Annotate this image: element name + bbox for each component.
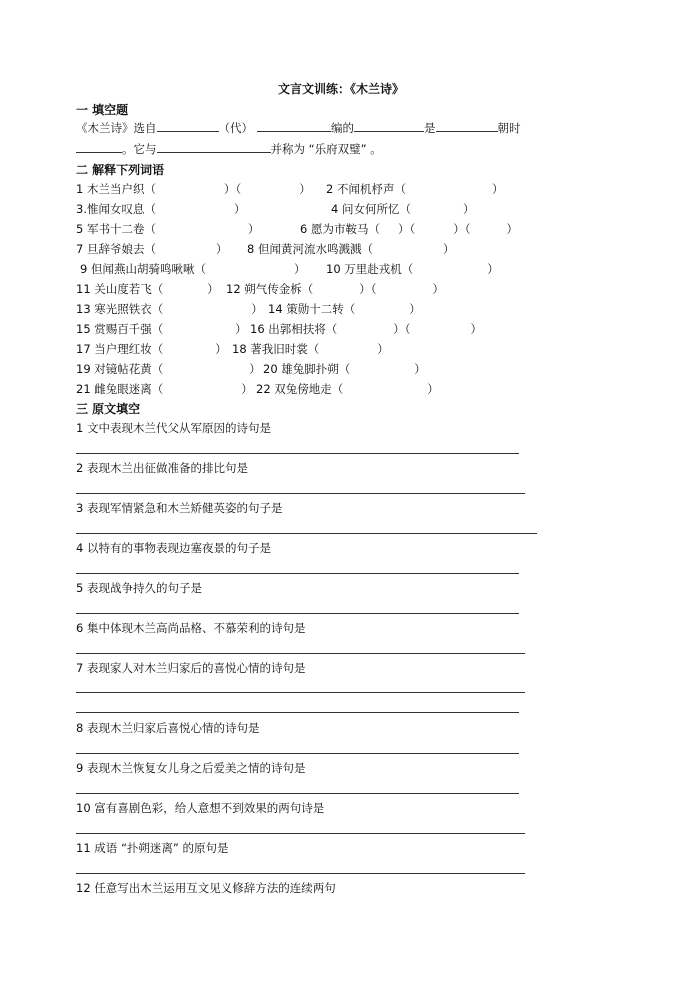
vocab-text: ） xyxy=(251,302,263,316)
vocab-text: ）（ xyxy=(453,222,471,236)
vocab-text: ） xyxy=(414,362,426,376)
vocab-text: ） xyxy=(241,382,253,396)
page-title: 文言文训练：《木兰诗》 xyxy=(278,82,405,96)
vocab-text: 2 不闻机杼声（ xyxy=(326,182,406,196)
fill-text: 是 xyxy=(424,121,436,135)
vocab-item xyxy=(250,321,482,337)
vocab-text: ）（ xyxy=(393,322,411,336)
vocab-text: ） xyxy=(377,342,389,356)
vocab-text: 22 双兔傍地走（ xyxy=(256,382,344,396)
question-item: 5 表现战争持久的句子是 xyxy=(76,581,202,595)
fill-text: 《木兰诗》选自 xyxy=(76,121,157,135)
fill-text: 。它与 xyxy=(122,142,157,156)
vocab-item xyxy=(76,201,245,217)
question-item: 1 文中表现木兰代父从军原因的诗句是 xyxy=(76,421,271,435)
question-item: 8 表现木兰归家后喜悦心情的诗句是 xyxy=(76,721,260,735)
answer-line[interactable] xyxy=(76,573,519,574)
vocab-text: 6 愿为市鞍马（ xyxy=(300,222,380,236)
fill-line-2 xyxy=(76,141,382,157)
vocab-text: 3.惟闻女叹息（ xyxy=(76,202,156,216)
fill-text: （代） xyxy=(218,121,253,135)
question-item: 4 以特有的事物表现边塞夜景的句子是 xyxy=(76,541,271,555)
vocab-text: 10 万里赴戎机（ xyxy=(326,262,414,276)
vocab-text: ） xyxy=(409,302,421,316)
vocab-text: 21 雌兔眼迷离（ xyxy=(76,382,164,396)
vocab-text: ） xyxy=(249,362,261,376)
vocab-text: ） xyxy=(442,242,455,256)
vocab-item xyxy=(300,221,518,237)
vocab-text: ） xyxy=(215,242,228,256)
vocab-text: ） xyxy=(432,282,445,296)
vocab-item xyxy=(268,301,421,317)
fill-text: 编的 xyxy=(331,121,354,135)
answer-line[interactable] xyxy=(76,753,519,754)
vocab-item xyxy=(326,181,503,197)
vocab-text: 8 但闻黄河流水鸣溅溅（ xyxy=(247,242,373,256)
vocab-text: ） xyxy=(299,182,311,196)
vocab-text: 1 木兰当户织（ xyxy=(76,182,156,196)
vocab-item xyxy=(263,361,426,377)
vocab-item xyxy=(80,261,305,277)
vocab-text: 13 寒光照铁衣（ xyxy=(76,302,164,316)
section3-heading: 三 原文填空 xyxy=(76,402,141,416)
answer-line[interactable] xyxy=(76,873,525,874)
vocab-item xyxy=(76,281,219,297)
vocab-text: ） xyxy=(215,342,227,356)
answer-blank[interactable] xyxy=(436,120,498,132)
vocab-item xyxy=(76,241,227,257)
vocab-item xyxy=(76,301,263,317)
vocab-text: ） xyxy=(427,382,439,396)
fill-line-1 xyxy=(76,120,521,136)
vocab-item xyxy=(76,381,253,397)
vocab-item xyxy=(326,261,499,277)
vocab-text: 11 关山度若飞（ xyxy=(76,282,164,296)
vocab-text: 9 但闻燕山胡骑鸣啾啾（ xyxy=(80,262,206,276)
vocab-item xyxy=(226,281,444,297)
answer-line[interactable] xyxy=(76,833,525,834)
vocab-text: 18 著我旧时裳（ xyxy=(232,342,320,356)
vocab-text: 19 对镜帖花黄（ xyxy=(76,362,164,376)
answer-line[interactable] xyxy=(76,453,519,454)
question-item: 10 富有喜剧色彩，给人意想不到效果的两句诗是 xyxy=(76,801,325,815)
question-item: 11 成语 “扑朔迷离” 的原句是 xyxy=(76,841,229,855)
vocab-text: 17 当户理红妆（ xyxy=(76,342,164,356)
answer-line[interactable] xyxy=(76,493,525,494)
question-item: 12 任意写出木兰运用互文见义修辞方法的连续两句 xyxy=(76,881,336,895)
answer-line[interactable] xyxy=(76,692,525,693)
vocab-text: 4 问女何所忆（ xyxy=(331,202,411,216)
fill-text: 并称为 “乐府双璧” 。 xyxy=(270,142,382,156)
vocab-text: 20 雄兔脚扑朔（ xyxy=(263,362,351,376)
vocab-text: 16 出郭相扶将（ xyxy=(250,322,338,336)
vocab-text: 14 策勋十二转（ xyxy=(268,302,356,316)
vocab-text: ） xyxy=(462,202,475,216)
question-item: 3 表现军情紧急和木兰矫健英姿的句子是 xyxy=(76,501,283,515)
vocab-item xyxy=(76,321,247,337)
answer-blank[interactable] xyxy=(157,141,271,153)
answer-blank[interactable] xyxy=(257,120,331,132)
vocab-text: ） xyxy=(491,182,504,196)
question-item: 6 集中体现木兰高尚品格、不慕荣利的诗句是 xyxy=(76,621,306,635)
fill-text: 朝时 xyxy=(497,121,521,135)
answer-blank[interactable] xyxy=(354,120,424,132)
vocab-item xyxy=(247,241,454,257)
answer-line[interactable] xyxy=(76,712,519,713)
vocab-item xyxy=(76,341,227,357)
section1-heading: 一 填空题 xyxy=(76,103,129,117)
vocab-item xyxy=(232,341,389,357)
vocab-text: ） xyxy=(487,262,499,276)
vocab-text: ）（ xyxy=(223,182,242,196)
section2-heading: 二 解释下列词语 xyxy=(76,163,165,177)
vocab-text: ） xyxy=(207,282,219,296)
vocab-text: ） xyxy=(506,222,518,236)
vocab-item xyxy=(256,381,439,397)
vocab-item xyxy=(331,201,474,217)
answer-blank[interactable] xyxy=(157,120,219,132)
vocab-text: 12 朔气传金柝（ xyxy=(226,282,314,296)
answer-line[interactable] xyxy=(76,613,519,614)
answer-line[interactable] xyxy=(76,533,537,534)
vocab-item xyxy=(76,361,261,377)
vocab-text: ）（ xyxy=(397,222,416,236)
question-item: 2 表现木兰出征做准备的排比句是 xyxy=(76,461,248,475)
vocab-text: 5 军书十二卷（ xyxy=(76,222,156,236)
vocab-text: ） xyxy=(233,202,246,216)
vocab-text: ） xyxy=(235,322,247,336)
vocab-text: ） xyxy=(247,222,260,236)
vocab-text: ） xyxy=(470,322,483,336)
vocab-text: ）（ xyxy=(359,282,377,296)
vocab-text: ） xyxy=(293,262,306,276)
vocab-text: 15 赏赐百千强（ xyxy=(76,322,164,336)
vocab-item xyxy=(76,181,311,197)
answer-line[interactable] xyxy=(76,793,519,794)
answer-line[interactable] xyxy=(76,653,525,654)
answer-blank[interactable] xyxy=(76,141,122,153)
question-item: 7 表现家人对木兰归家后的喜悦心情的诗句是 xyxy=(76,661,306,675)
vocab-text: 7 旦辞爷娘去（ xyxy=(76,242,156,256)
vocab-item xyxy=(76,221,259,237)
question-item: 9 表现木兰恢复女儿身之后爱美之情的诗句是 xyxy=(76,761,306,775)
